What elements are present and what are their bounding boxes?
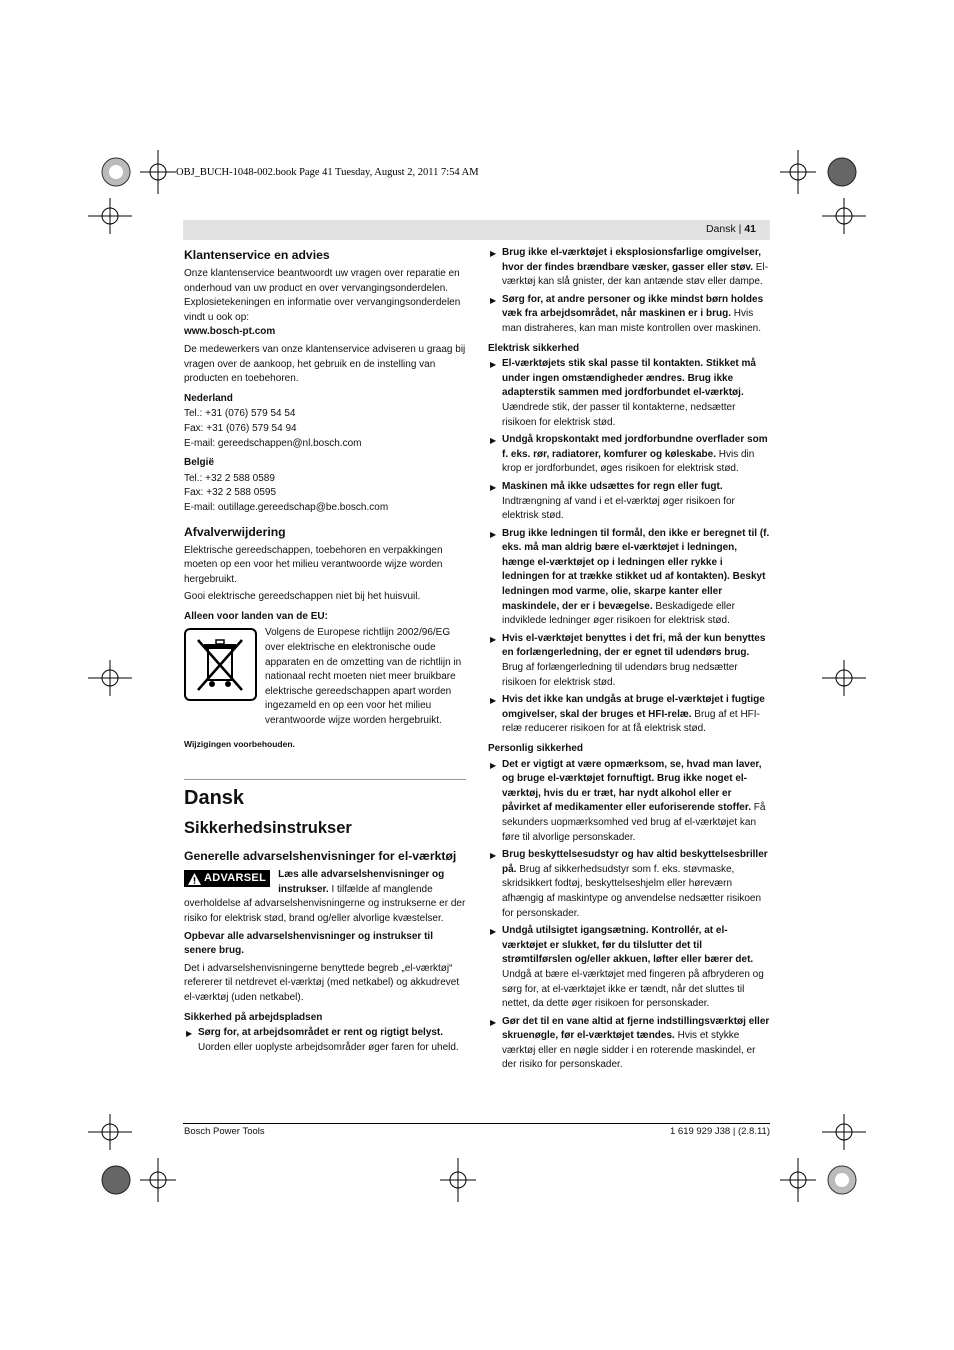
list-item: ▶ Brug ikke ledningen til formål, den ikke er beregnet til (f. eks. må man aldrig bære el-værktøjet i ledningen, hænge el-værktøjet op i ledningen eller rykke i ledningen for at trække stikket ud af kontakten). Beskyt ledningen mod varme, olie, skarpe kanter eller maskindele, der er i bevægelse. Beskadigede eller indviklede ledninger øger risikoen for elektrisk stød. [490,527,770,627]
paragraph: Opbevar alle advarselshenvisninger og instrukser til senere brug. [184,930,433,957]
subsection-title: Generelle advarselshenvisninger for el-værktøj [184,849,457,864]
warning-badge: ADVARSEL [184,870,270,887]
crosshair-icon [780,150,816,194]
registration-mark-icon [96,152,136,192]
bullet-arrow-icon: ▶ [490,760,497,770]
bullet-arrow-icon: ▶ [490,482,497,492]
crosshair-icon [440,1158,476,1202]
crosshair-icon [140,1158,176,1202]
fax: Fax: +32 2 588 0595 [184,487,277,499]
bullet-arrow-icon: ▶ [490,851,497,861]
email: E-mail: outillage.gereedschap@be.bosch.com [184,501,389,513]
list-item: ▶ Hvis det ikke kan undgås at bruge el-værktøjet i fugtige omgivelser, skal der bruges et HFI-relæ. Brug af et HFI-relæ reducerer risikoen for at få elektrisk stød. [490,694,765,735]
registration-mark-icon [822,1160,862,1200]
registration-mark-icon [822,152,862,192]
registration-mark-icon [96,1160,136,1200]
bullet-arrow-icon: ▶ [490,360,497,370]
crosshair-icon [822,198,866,234]
list-item: ▶ Gør det til en vane altid at fjerne indstillingsværktøj eller skruenøgle, før el-værktøjet tændes. Hvis et stykke værktøj eller en nøgle sidder i en roterende maskindel, er der risiko for personskader. [490,1015,770,1071]
footer-doc-number: 1 619 929 J38 | (2.8.11) [669,1126,770,1137]
warning-paragraph: ADVARSEL Læs alle advarselshenvisninger og instrukser. I tilfælde af manglende overholdelse af advarselshenvisningerne og instrukserne er der risiko for elektrisk stød, brand og/eller alvorlige kvæstelser. [184,869,466,924]
list-item: ▶ Undgå kropskontakt med jordforbundne overflader som f. eks. rør, radiatorer, komfurer og køleskabe. Hvis din krop er jordforbundet, øges risikoen for elektrisk stød. [490,434,768,475]
crosshair-icon [822,660,866,696]
footer-brand: Bosch Power Tools [184,1126,265,1137]
crosshair-icon [822,1114,866,1150]
paragraph: Elektrische gereedschappen, toebehoren en verpakkingen moeten op een voor het milieu verantwoorde wijze worden hergebruikt. [184,544,443,585]
paragraph: De medewerkers van onze klantenservice adviseren u graag bij vragen over de aankoop, het gebruik en de instelling van producten en toebehoren. [184,343,466,385]
crosshair-icon [88,1114,132,1150]
bullet-arrow-icon: ▶ [490,696,497,706]
fax: Fax: +31 (076) 579 54 94 [184,422,297,434]
section-title-klantenservice: Klantenservice en advies [184,248,330,262]
country-title-belgie: België [184,457,215,469]
crosshair-icon [88,198,132,234]
subsection-title: Personlig sikkerhed [488,743,584,754]
right-column [488,246,770,1076]
crosshair-icon [780,1158,816,1202]
list-item: ▶ Maskinen må ikke udsættes for regn eller fugt. Indtrængning af vand i et el-værktøj øger risikoen for elektrisk stød. [490,480,735,522]
bullet-arrow-icon: ▶ [490,436,497,446]
crosshair-icon [140,150,176,194]
eu-text: Volgens de Europese richtlijn 2002/96/EG over elektrische en elektronische oude apparaten en de omzetting van de richtlijn in nationaal recht moeten niet meer bruikbare elektrische gereedschappen apart worden ingezameld en op een voor het milieu verantwoorde wijze worden hergebruikt. [265,627,462,727]
email: E-mail: gereedschappen@nl.bosch.com [184,437,362,449]
subsection-title: Elektrisk sikkerhed [488,342,580,354]
paragraph: Det i advarselshenvisningerne benyttede begreb „el-værktøj“ refererer til netdrevet el-værktøj (med netkabel) og akkudrevet el-værktøj (uden netkabel). [184,962,460,1003]
bullet-arrow-icon: ▶ [490,529,497,539]
crosshair-icon [88,660,132,696]
phone: Tel.: +32 2 588 0589 [184,472,275,484]
list-item: ▶ Undgå utilsigtet igangsætning. Kontrollér, at el-værktøjet er slukket, før du tilslutter det til strømtilførslen og/eller akkuen, løfter eller bærer det. Undgå at bære el-værktøjet med fingeren på afbryderen og sørg for, at el-værktøjet ikke er tændt, når det sluttes til nettet, da dette øger risikoen for personskader. [490,925,764,1010]
bullet-arrow-icon: ▶ [490,1017,497,1027]
phone: Tel.: +31 (076) 579 54 54 [184,408,296,420]
eu-title: Alleen voor landen van de EU: [184,610,328,622]
section-title-afval: Afvalverwijdering [184,524,286,539]
paragraph: Gooi elektrische gereedschappen niet bij het huisvuil. [184,591,421,603]
bullet-arrow-icon: ▶ [490,249,497,258]
list-item: ▶ El-værktøjets stik skal passe til kontakten. Stikket må under ingen omstændigheder ændres. Brug ikke adapterstik sammen med jordforbundet el-værktøj. Uændrede stik, der passer til kontakterne, nedsætter risikoen for elektrisk stød. [490,358,756,428]
crossed-bin-icon [184,628,257,701]
page-number: Dansk | 41 [705,223,756,235]
subsection-title: Sikkerhed på arbejdspladsen [184,1011,323,1023]
bullet-arrow-icon: ▶ [490,927,497,937]
country-title-nederland: Nederland [184,392,233,404]
warning-triangle-icon [188,873,201,885]
file-info-line: OBJ_BUCH-1048-002.book Page 41 Tuesday, August 2, 2011 7:54 AM [176,167,479,178]
recycle-block [184,626,466,728]
list-item: ▶ Brug ikke el-værktøjet i eksplosionsfarlige omgivelser, hvor der findes brændbare væsker, gasser eller støv. El-værktøj kan slå gnister, der kan antænde støv eller dampe. [490,247,769,288]
page-header-bar [183,220,770,240]
bullet-arrow-icon: ▶ [490,295,497,305]
list-item: ▶ Sørg for, at andre personer og ikke mindst børn holdes væk fra arbejdsområdet, når maskinen er i brug. Hvis man distraheres, kan man miste kontrollen over maskinen. [490,293,764,334]
language-title: Dansk [184,779,466,810]
list-item: ▶ Det er vigtigt at være opmærksom, se, hvad man laver, og bruge el-værktøjet fornuftigt. Brug ikke noget el-værktøj, hvis du er træt, har nydt alkohol eller er påvirket af medikamenter eller euforiserende stoffer. Få sekunders uopmærksomhed ved brug af el-værktøjet kan føre til alvorlige personskader. [490,758,766,843]
section-title-sikkerhed: Sikkerhedsinstrukser [184,819,352,838]
left-column [184,246,466,1058]
bullet-arrow-icon: ▶ [490,634,497,644]
list-item: ▶ Brug beskyttelsesudstyr og hav altid beskyttelsesbriller på. Brug af sikkerhedsudstyr som f. eks. støvmaske, skridsikkert fodtøj, beskyttelseshjelm eller høreværn afhængig af maskintype og anvendelse nedsætter risikoen for personskader. [490,849,768,919]
changes-note: Wijzigingen voorbehouden. [184,738,295,749]
website-link[interactable]: www.bosch-pt.com [184,326,276,338]
list-item: ▶ Hvis el-værktøjet benyttes i det fri, må der kun benyttes en forlængerledning, der er egnet til udendørs brug. Brug af forlængerledning til udendørs brug nedsætter risikoen for elektrisk stød. [490,632,766,688]
footer-rule [183,1123,770,1124]
bullet-arrow-icon: ▶ [186,1029,193,1039]
paragraph: Onze klantenservice beantwoordt uw vragen over reparatie en onderhoud van uw product en over vervangingsonderdelen. Explosietekeningen en informatie over vervangingsonderdelen vindt u ook op: [184,268,461,323]
list-item: ▶ Sørg for, at arbejdsområdet er rent og rigtigt belyst. Uorden eller uoplyste arbejdsområder øger faren for uheld. [186,1027,459,1053]
